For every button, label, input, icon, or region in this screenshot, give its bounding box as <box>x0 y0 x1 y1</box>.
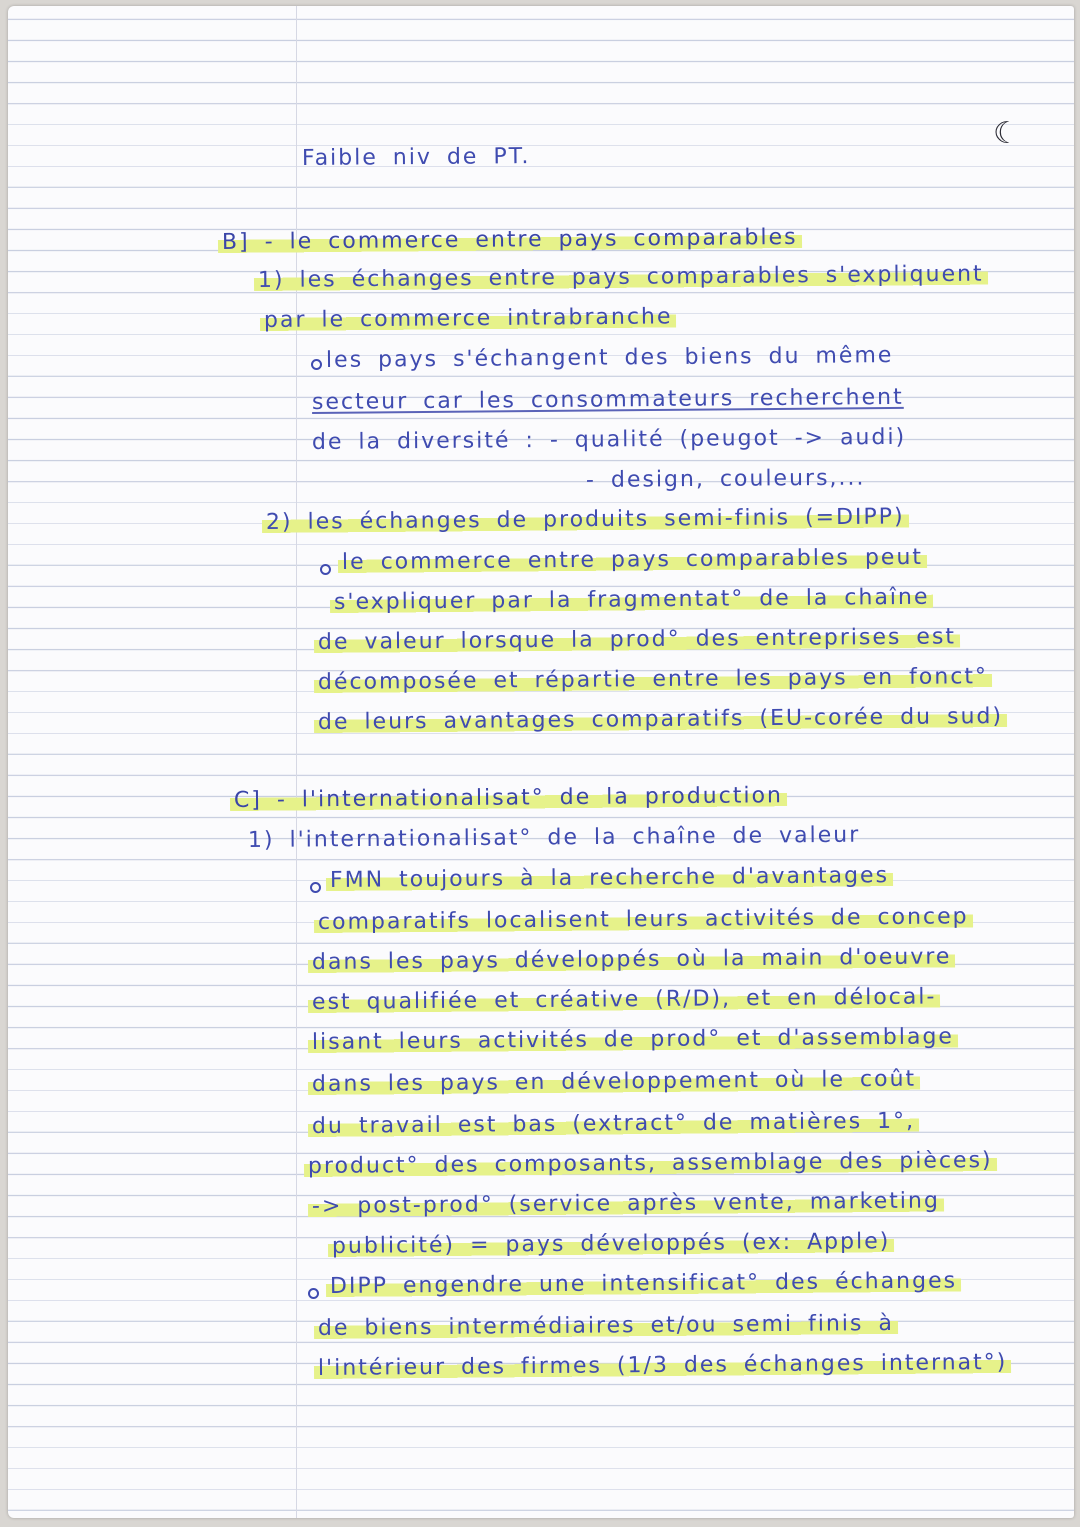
note-line-11 <box>330 585 934 615</box>
note-line-16: 1) l'internationalisat° de la chaîne de valeur <box>247 822 861 853</box>
highlighted-text: DIPP engendre une intensificat° des échanges <box>326 1268 961 1299</box>
bullet-icon <box>308 1288 319 1299</box>
highlighted-text: de valeur lorsque la prod° des entreprises est <box>314 624 960 655</box>
highlighted-text: 2) les échanges de produits semi-finis (=DIPP) <box>262 504 909 535</box>
note-line-3 <box>254 262 988 293</box>
note-line-28 <box>314 1311 898 1341</box>
note-line-26 <box>328 1229 895 1259</box>
note-line-4 <box>260 304 677 333</box>
highlighted-text: product° des composants, assemblage des pièces) <box>304 1148 997 1179</box>
heading-b-text: B] - le commerce entre pays comparables <box>218 225 802 255</box>
note-line-9 <box>262 504 909 535</box>
highlighted-text: du travail est bas (extract° de matières 1°, <box>308 1109 919 1139</box>
note-line-22 <box>308 1067 920 1097</box>
note-line-20 <box>308 984 941 1015</box>
highlighted-text: lisant leurs activités de prod° et d'assemblage <box>308 1024 958 1055</box>
note-line-12 <box>314 624 960 655</box>
note-line-21 <box>308 1024 958 1055</box>
section-heading-b <box>218 225 802 255</box>
highlighted-text: dans les pays en développement où le coût <box>308 1067 920 1097</box>
highlighted-text: 1) les échanges entre pays comparables s'expliquent <box>254 262 988 293</box>
highlighted-text: décomposée et répartie entre les pays en fonct° <box>314 664 992 695</box>
note-line-27 <box>326 1268 961 1299</box>
highlighted-text: de biens intermédiaires et/ou semi finis à <box>314 1311 898 1341</box>
highlighted-text: par le commerce intrabranche <box>260 304 677 333</box>
heading-c-text: C] - l'internationalisat° de la production <box>230 783 787 813</box>
highlighted-text: le commerce entre pays comparables peut <box>338 545 927 575</box>
notebook-page <box>8 6 1074 1518</box>
note-line-5: les pays s'échangent des biens du même <box>325 343 894 373</box>
highlighted-text: de leurs avantages comparatifs (EU-corée du sud) <box>314 704 1007 735</box>
note-line-25 <box>308 1188 944 1219</box>
bullet-icon <box>310 882 321 893</box>
note-line-17 <box>326 863 893 893</box>
highlighted-text: -> post-prod° (service après vente, marketing <box>308 1188 944 1219</box>
note-line-14 <box>314 704 1007 735</box>
note-line-8: - design, couleurs,... <box>585 465 866 493</box>
moon-doodle-icon: ☾ <box>993 116 1020 151</box>
note-line-23 <box>308 1109 919 1139</box>
highlighted-text: FMN toujours à la recherche d'avantages <box>326 863 893 893</box>
note-line-29 <box>314 1350 1012 1381</box>
section-heading-c <box>230 783 787 813</box>
note-line-6: secteur car les consommateurs recherchent <box>311 384 904 415</box>
highlighted-text: s'expliquer par la fragmentat° de la chaîne <box>330 585 934 615</box>
note-line-24 <box>304 1148 997 1179</box>
note-line-7: de la diversité : - qualité (peugot -> audi) <box>311 424 907 455</box>
highlighted-text: l'intérieur des firmes (1/3 des échanges internat°) <box>314 1350 1012 1381</box>
highlighted-text: comparatifs localisent leurs activités de concep <box>314 904 973 935</box>
highlighted-text: est qualifiée et créative (R/D), et en délocal- <box>308 984 941 1015</box>
note-line-18 <box>314 904 973 935</box>
highlighted-text: publicité) = pays développés (ex: Apple) <box>328 1229 895 1259</box>
bullet-icon <box>320 564 331 575</box>
note-line-19 <box>308 944 956 975</box>
bullet-icon <box>311 359 322 370</box>
note-line-10 <box>338 545 927 575</box>
highlighted-text: dans les pays développés où la main d'oeuvre <box>308 944 956 975</box>
note-line-13 <box>314 664 992 695</box>
note-line-1: Faible niv de PT. <box>301 144 531 171</box>
